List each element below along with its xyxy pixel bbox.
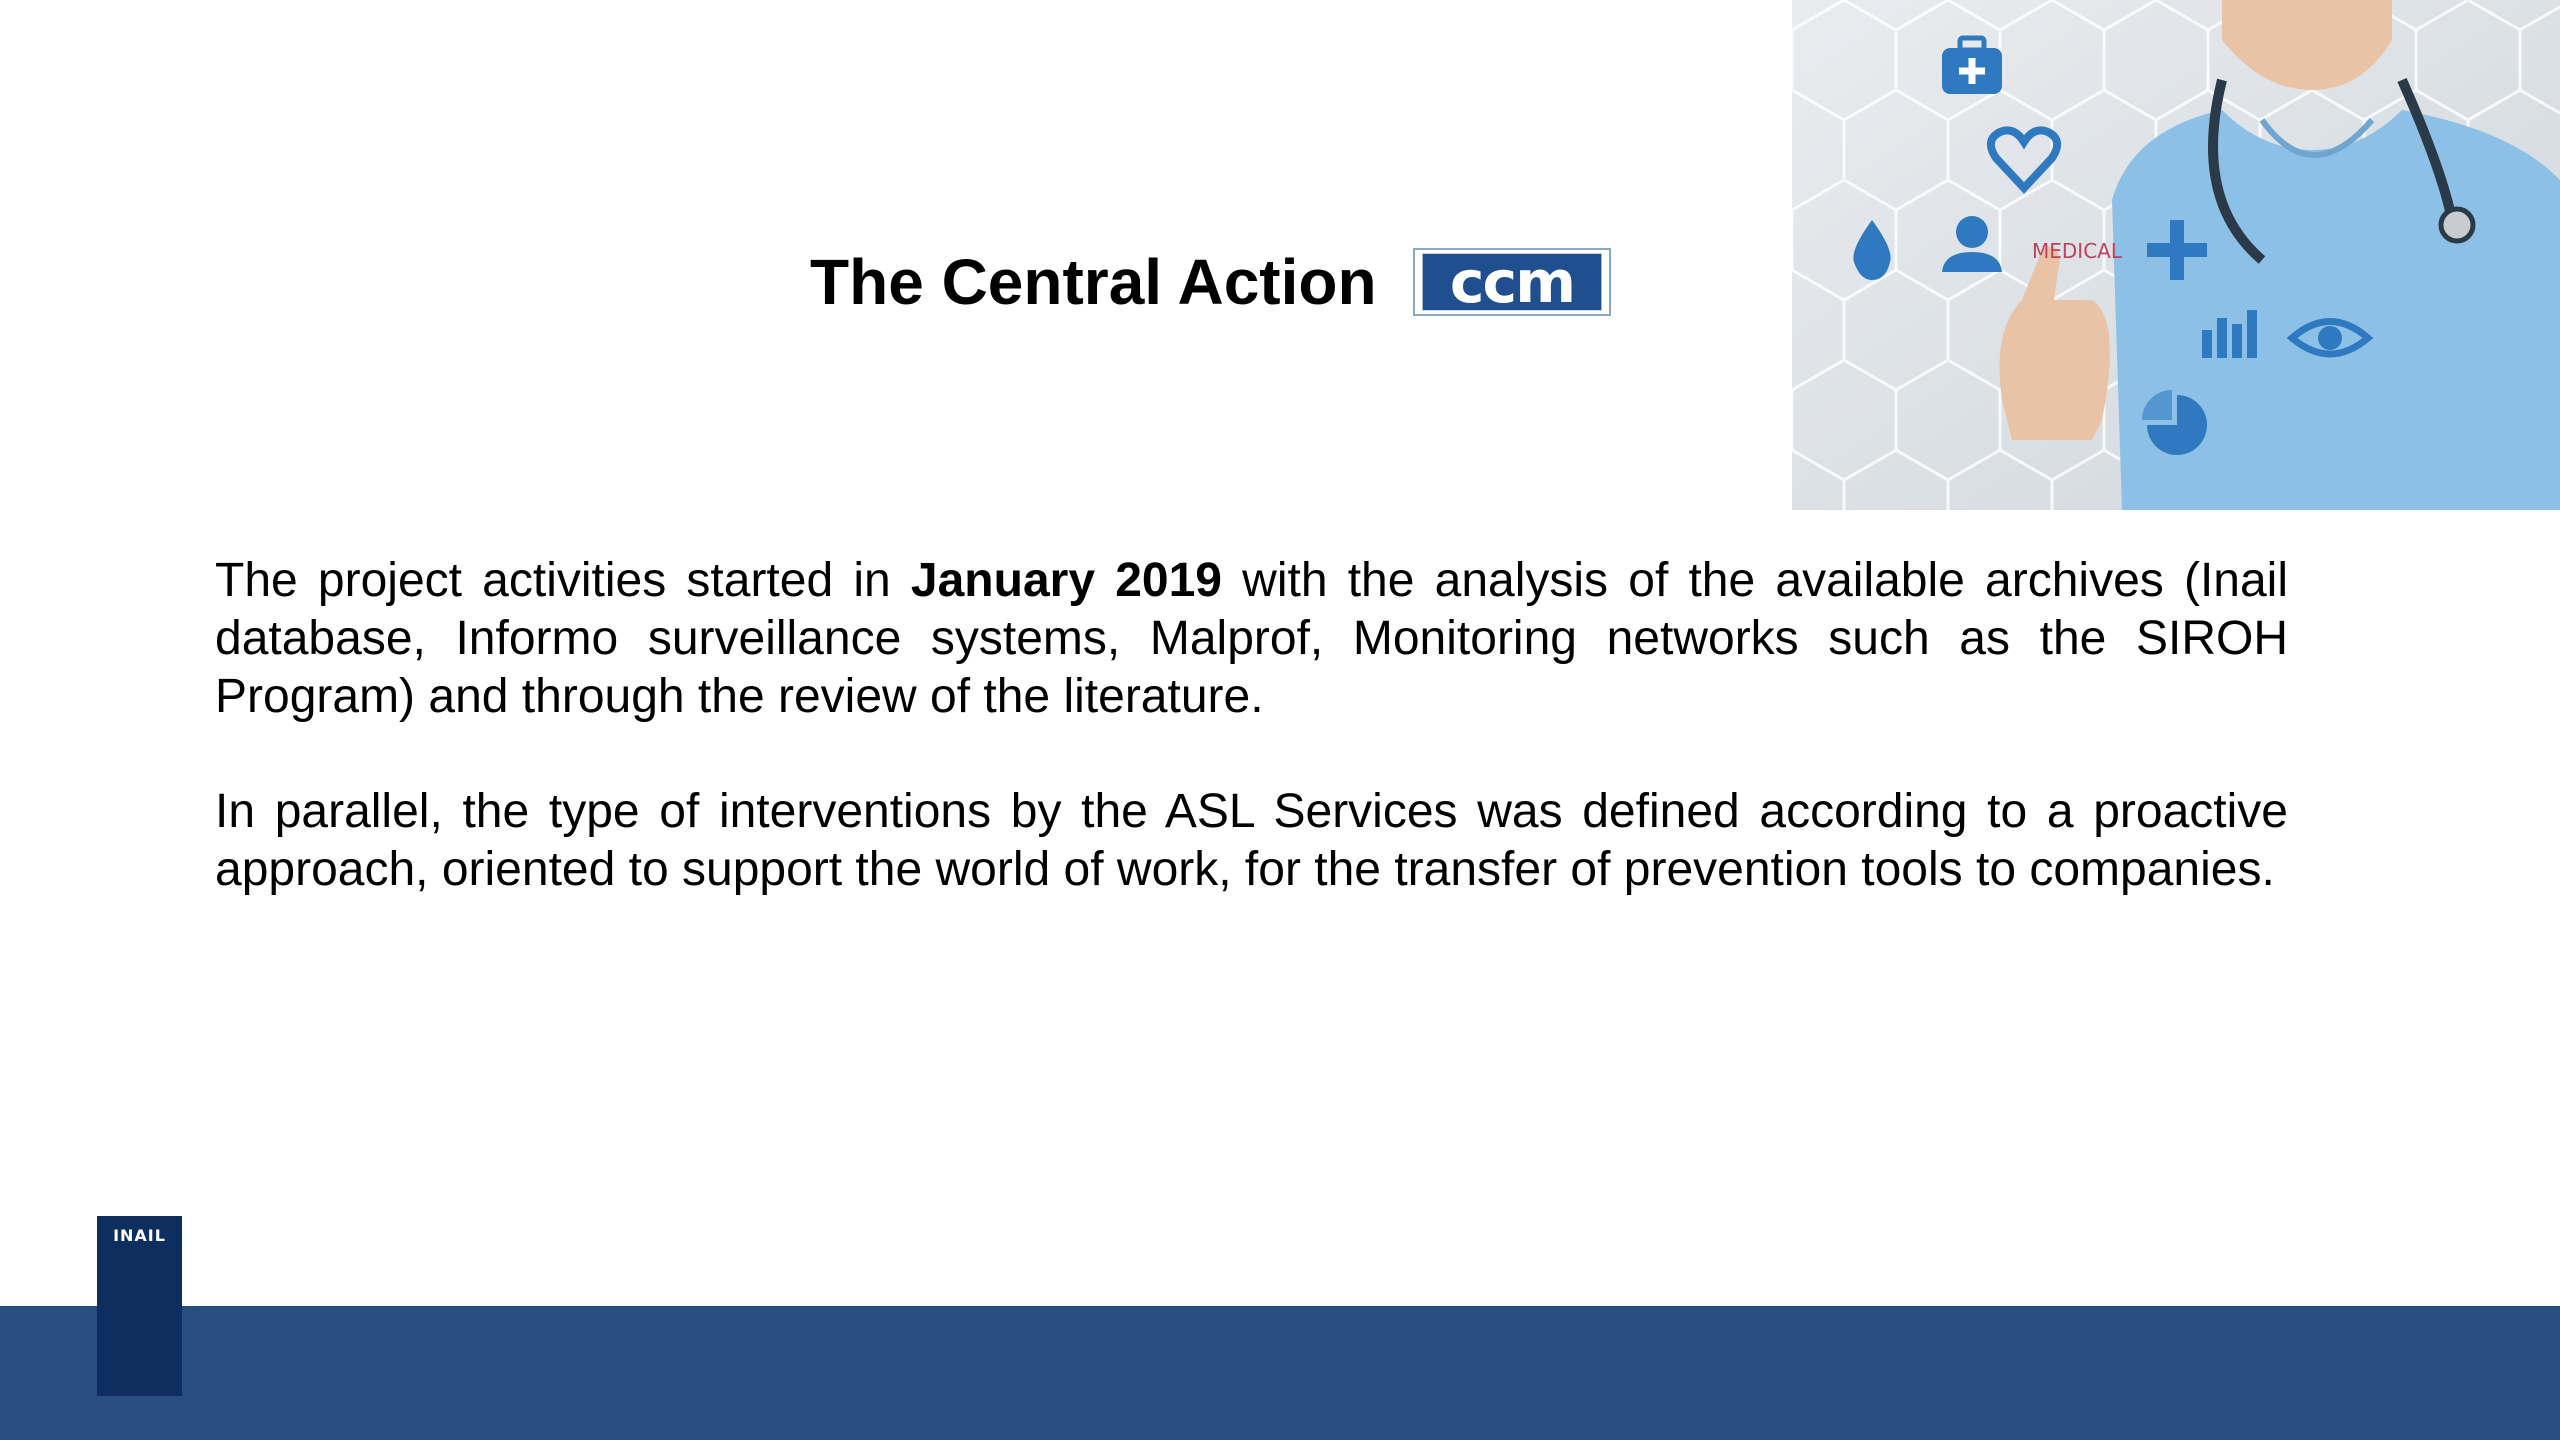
paragraph-1-start: The project activities started in xyxy=(215,554,911,607)
ccm-logo xyxy=(1413,248,1611,316)
paragraph-2: In parallel, the type of interventions by the ASL Services was defined according to a proactive approach, oriented to support the world of work, for the transfer of prevention tools to companies. xyxy=(215,785,2288,896)
hero-image xyxy=(1792,0,2560,510)
medical-label: MEDICAL xyxy=(2032,239,2122,263)
paragraph-1 xyxy=(215,552,2288,726)
inail-logo-text: INAIL xyxy=(113,1226,166,1245)
paragraph-1-date: January 2019 xyxy=(910,554,1222,607)
slide-title: The Central Action xyxy=(810,246,1377,318)
footer-bar xyxy=(0,1306,2560,1440)
body-text xyxy=(215,552,2288,956)
ccm-logo-text: ccm xyxy=(1449,250,1575,314)
inail-logo xyxy=(97,1216,182,1396)
paragraph-1-end: with the analysis of the available archives (Inail database, Informo surveillance systems, Malprof, Monitoring networks such as the SIROH Program) and through the review of the literature. xyxy=(215,554,2289,723)
